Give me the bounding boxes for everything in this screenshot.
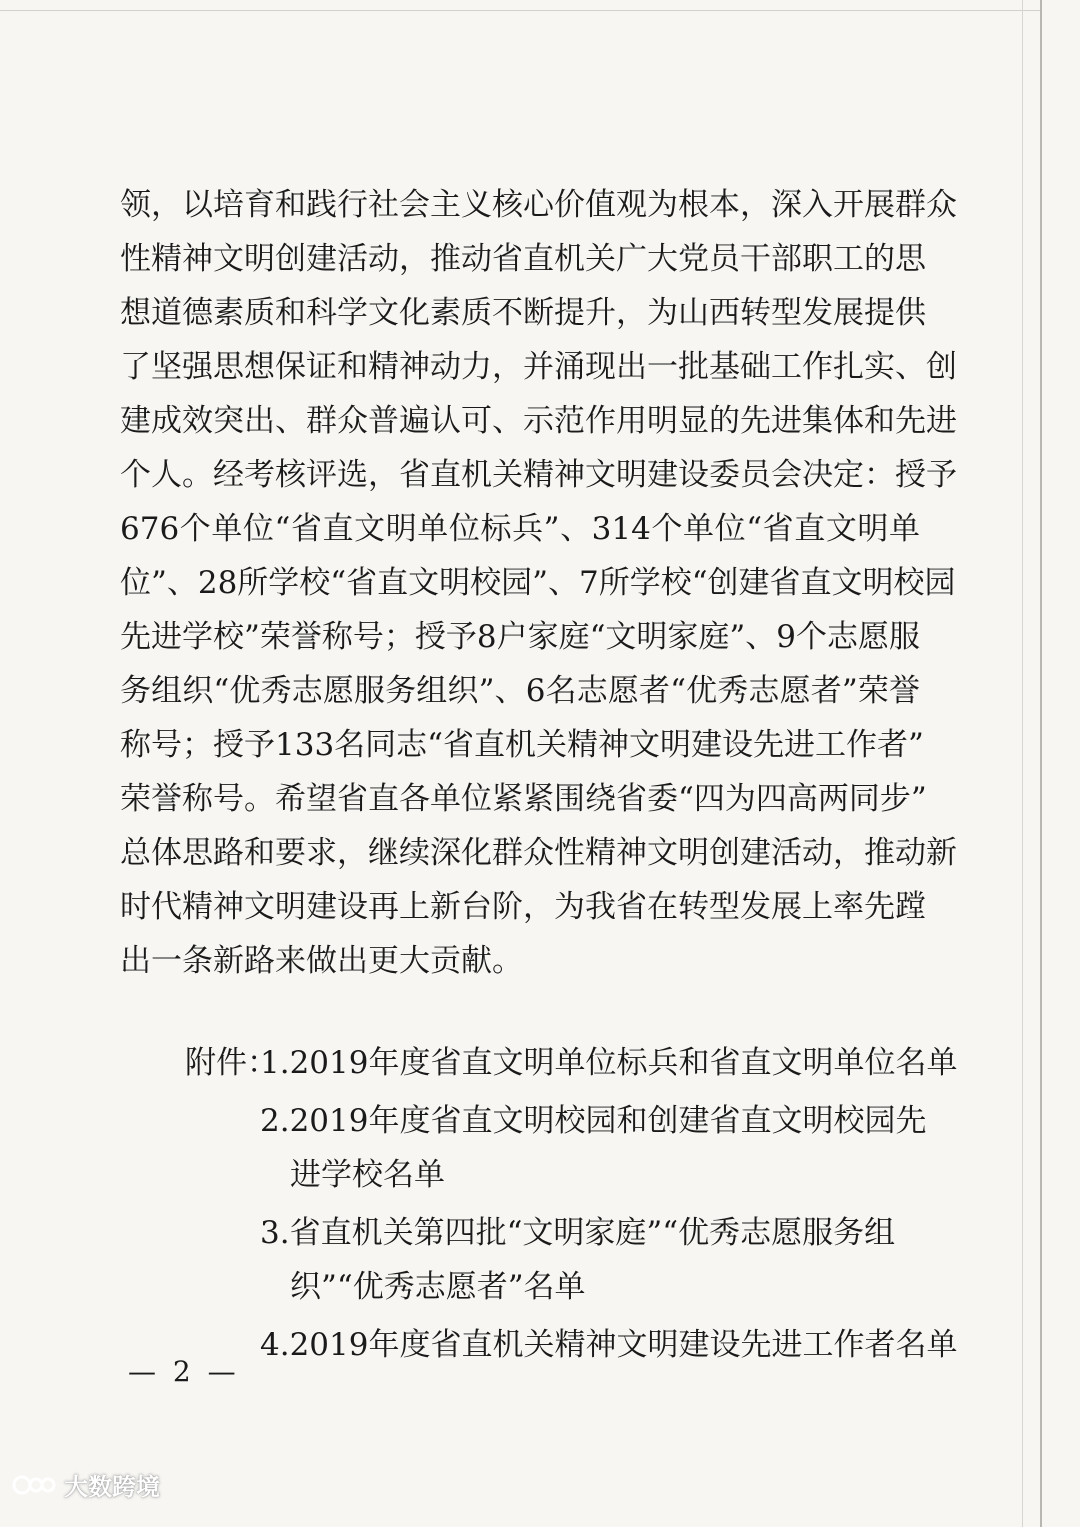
attachment-item-2: 2.2019年度省直文明校园和创建省直文明校园先: [260, 1103, 927, 1139]
body-line: 位”、28所学校“省直文明校园”、7所学校“创建省直文明校园: [120, 565, 956, 601]
attachment-item-4: 4.2019年度省直机关精神文明建设先进工作者名单: [260, 1327, 958, 1363]
attachments-label: 附件：: [185, 1045, 278, 1081]
body-line: 了坚强思想保证和精神动力，并涌现出一批基础工作扎实、创: [120, 349, 957, 385]
scan-edge-top: [0, 10, 1040, 11]
body-line: 荣誉称号。希望省直各单位紧紧围绕省委“四为四高两同步”: [120, 781, 927, 817]
body-line: 先进学校”荣誉称号；授予8户家庭“文明家庭”、9个志愿服: [120, 619, 920, 655]
attachment-item-1: [185, 1036, 958, 1090]
attachments-list: [185, 1036, 958, 1372]
body-line: 性精神文明创建活动，推动省直机关广大党员干部职工的思: [120, 241, 926, 277]
watermark: [12, 1467, 160, 1502]
body-line: 想道德素质和科学文化素质不断提升，为山西转型发展提供: [120, 295, 926, 331]
scan-edge-right: [1040, 0, 1042, 1527]
attachment-item-2-continued: 进学校名单: [290, 1157, 445, 1193]
brand-logo-icon: [12, 1472, 58, 1498]
body-line: 676个单位“省直文明单位标兵”、314个单位“省直文明单: [120, 511, 920, 547]
body-line: 领，以培育和践行社会主义核心价值观为根本，深入开展群众: [120, 187, 957, 223]
body-line: 建成效突出、群众普遍认可、示范作用明显的先进集体和先进: [120, 403, 957, 439]
attachment-text: 1.2019年度省直文明单位标兵和省直文明单位名单: [260, 1045, 958, 1081]
body-line: 出一条新路来做出更大贡献。: [120, 943, 523, 979]
watermark-text: 大数跨境: [64, 1473, 160, 1501]
body-line: 个人。经考核评选，省直机关精神文明建设委员会决定：授予: [120, 457, 957, 493]
body-paragraph: [120, 178, 957, 988]
scan-edge-inner: [1022, 0, 1023, 1527]
body-line: 务组织“优秀志愿服务组织”、6名志愿者“优秀志愿者”荣誉: [120, 673, 920, 709]
attachment-item-3-continued: 织”“优秀志愿者”名单: [290, 1269, 586, 1305]
body-line: 称号；授予133名同志“省直机关精神文明建设先进工作者”: [120, 727, 924, 763]
page-number: — 2 —: [128, 1355, 240, 1388]
body-line: 时代精神文明建设再上新台阶，为我省在转型发展上率先蹚: [120, 889, 926, 925]
body-line: 总体思路和要求，继续深化群众性精神文明创建活动，推动新: [120, 835, 957, 871]
attachment-item-3: 3.省直机关第四批“文明家庭”“优秀志愿服务组: [260, 1215, 896, 1251]
